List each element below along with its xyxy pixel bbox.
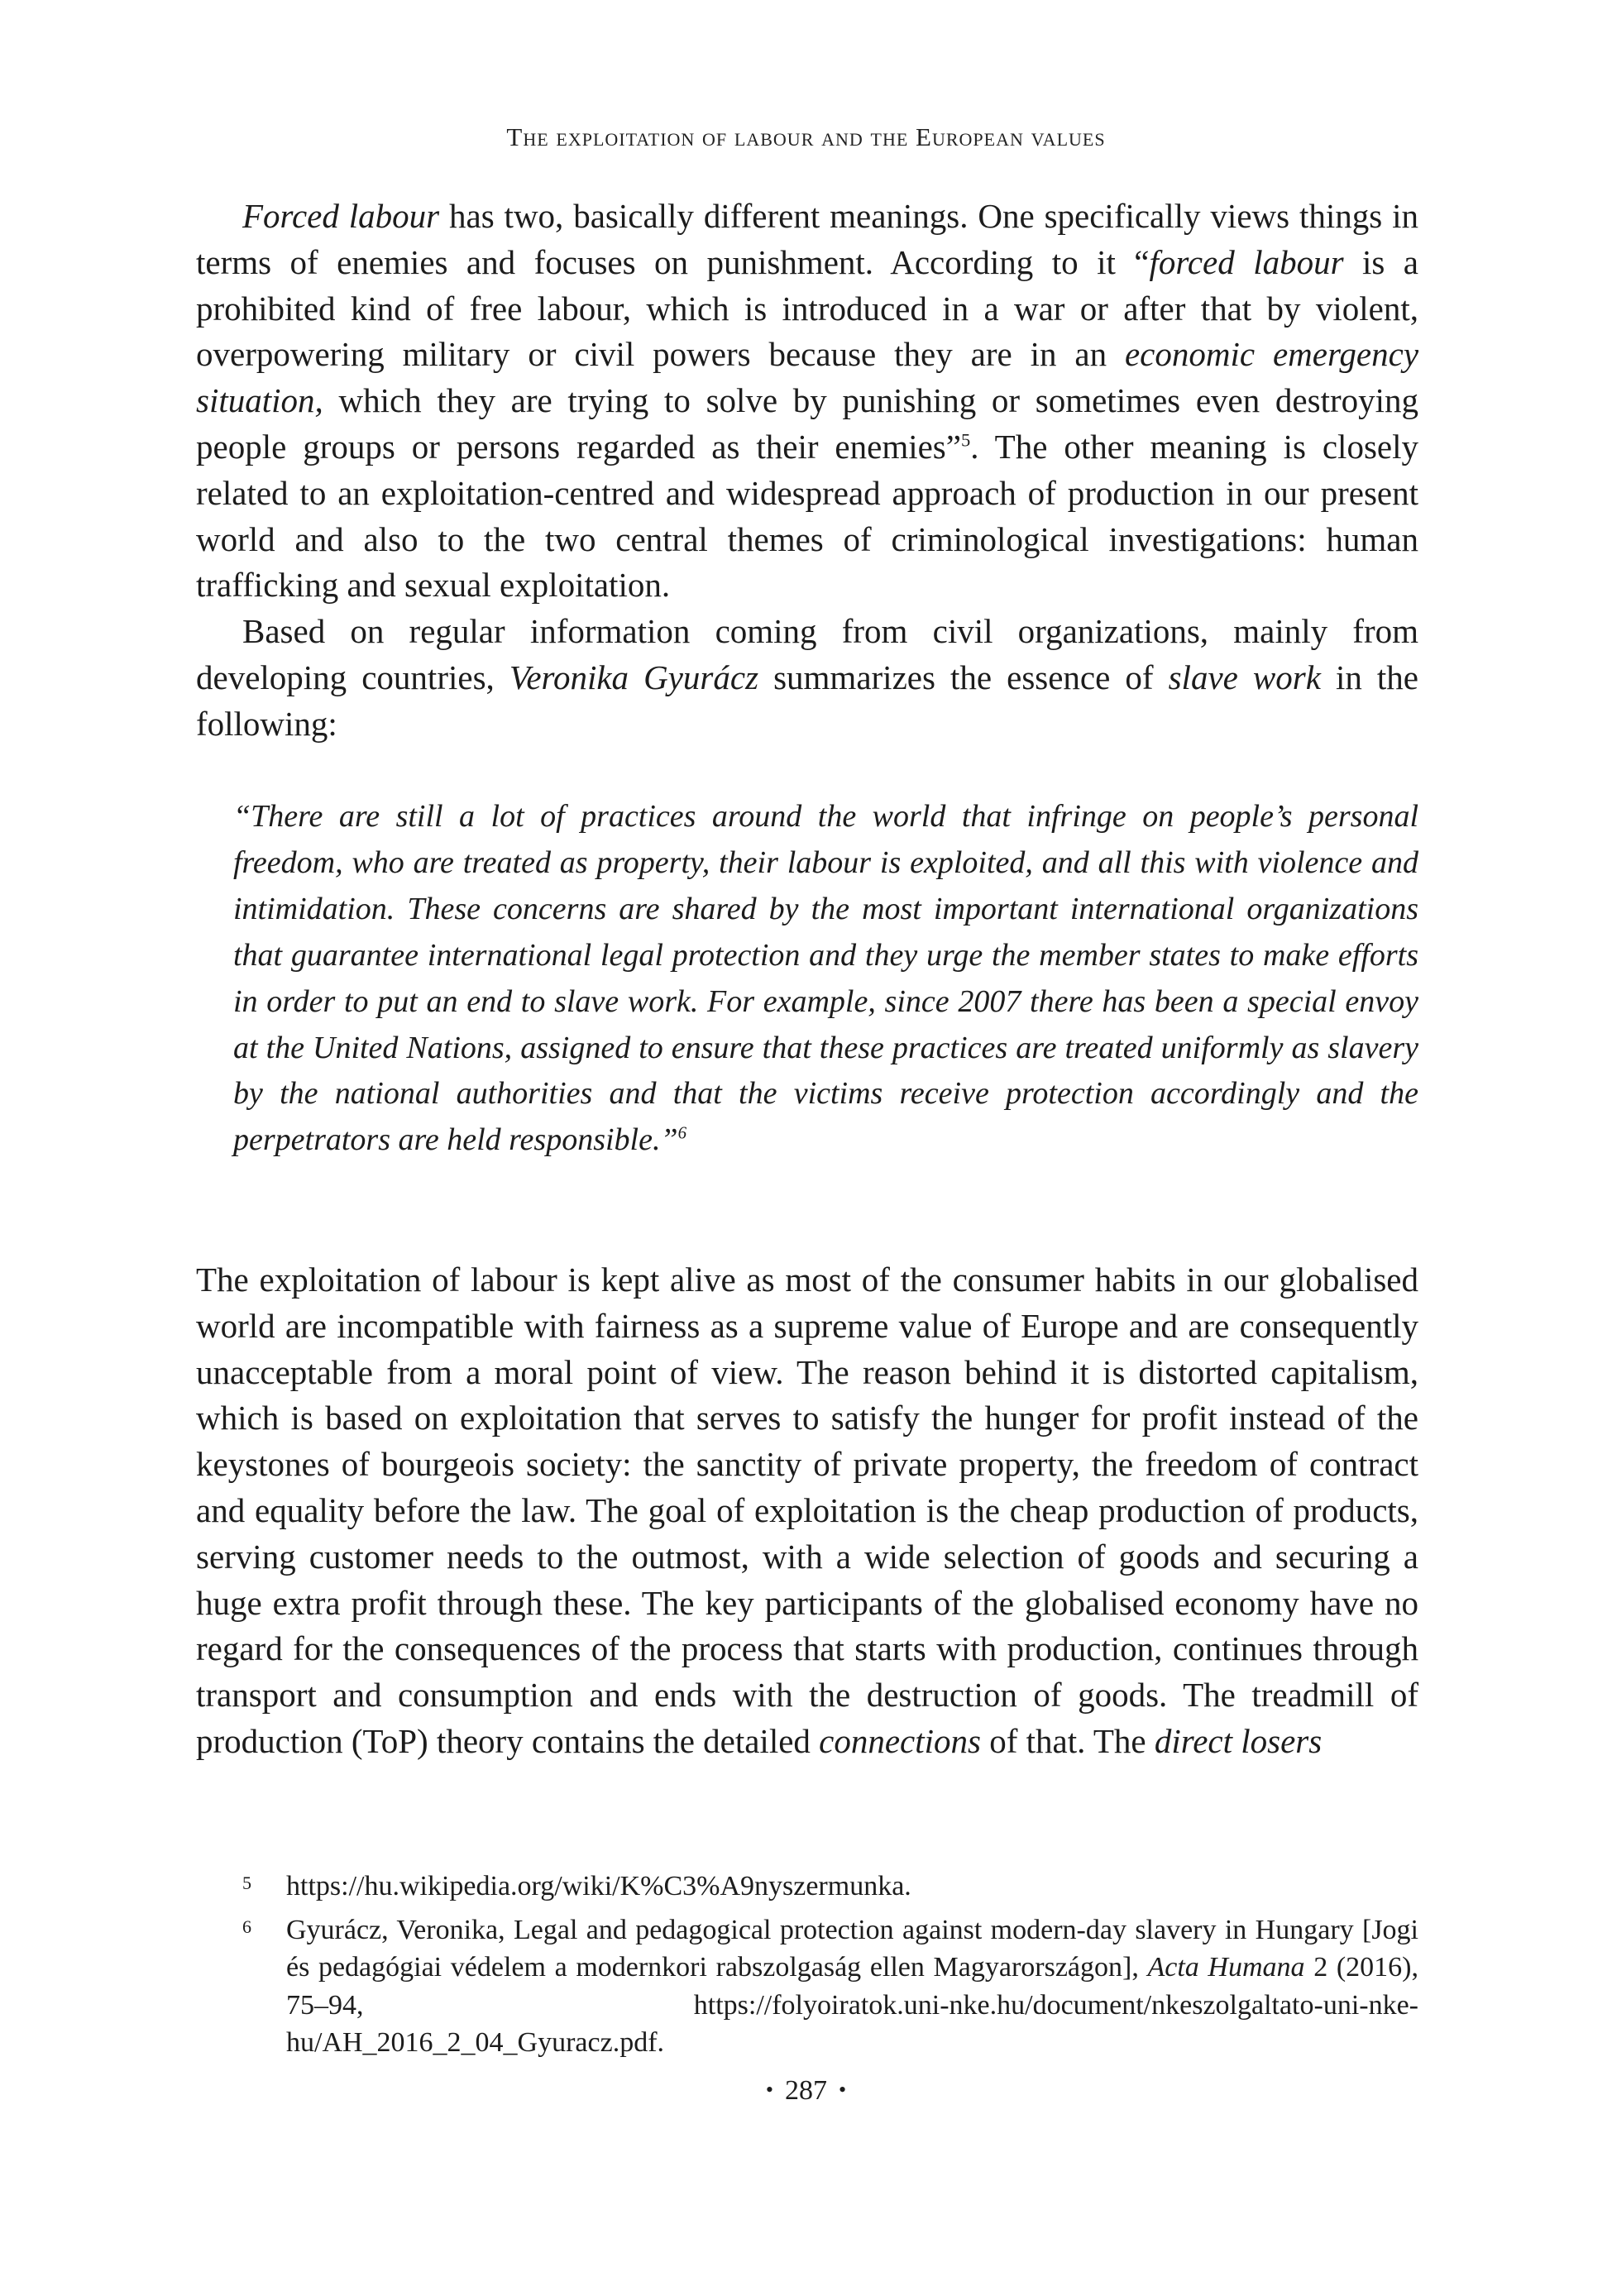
footnote-reference: 6	[677, 1122, 687, 1143]
emphasis-text: forced labour	[1149, 242, 1344, 281]
body-text-bottom	[196, 1257, 1418, 1765]
footnote-text: Gyurácz, Veronika, Legal and pedagogical protection against modern-day slavery in Hungary [Jogi és pedagógiai védelem a modernkori rabszolgaság ellen Magyarországon],	[286, 1914, 1418, 1983]
page-number-value: 287	[785, 2075, 827, 2106]
body-text: summarizes the essence of	[758, 658, 1169, 696]
footnote-number: 6	[242, 1916, 251, 1937]
body-text: Based on regular information coming from civil organizations, mainly from developing countries,	[196, 612, 1418, 696]
body-text-top	[196, 194, 1418, 748]
footnote-5	[196, 1868, 1418, 1906]
bullet-icon: •	[765, 2078, 773, 2102]
journal-title: Acta Humana	[1147, 1952, 1305, 1983]
author-name: Veronika Gyurácz	[509, 658, 759, 696]
footnote-reference: 5	[960, 429, 971, 451]
emphasis-text: connections	[819, 1721, 981, 1760]
body-text: . The other meaning is closely related to an exploitation-centred and widespread approach of production in our present world and also to the two central themes of criminological investigations: human trafficking and sexual exploitation.	[196, 427, 1418, 605]
footnote-number: 5	[242, 1873, 251, 1893]
body-text: of that. The	[981, 1721, 1155, 1760]
body-text: in the following:	[196, 658, 1418, 743]
running-head: The exploitation of labour and the European values	[506, 122, 1106, 151]
footnote-link[interactable]: https://hu.wikipedia.org/wiki/K%C3%A9nyszermunka.	[286, 1871, 911, 1901]
body-text: which they are trying to solve by punishing or sometimes even destroying people groups or persons regarded as their enemies”	[196, 381, 1418, 466]
footnotes	[196, 1868, 1418, 2062]
bullet-icon: •	[839, 2078, 847, 2102]
body-text: is a prohibited kind of free labour, which is introduced in a war or after that by violent, overpowering military or civil powers because they are in an	[196, 242, 1419, 374]
footnote-6	[196, 1911, 1418, 2062]
paragraph-forced-labour	[196, 194, 1418, 609]
body-text: has two, basically different meanings. One specifically views things in terms of enemies and focuses on punishment. According to it “	[196, 197, 1418, 281]
block-quote	[233, 794, 1418, 1164]
body-text: The exploitation of labour is kept alive as most of the consumer habits in our globalised world are incompatible with fairness as a supreme value of Europe and are consequently unacceptable from a moral point of view. The reason behind it is distorted capitalism, which is based on exploitation that serves to satisfy the hunger for profit instead of the keystones of bourgeois society: the sanctity of private property, the freedom of contract and equality before the law. The goal of exploitation is the cheap production of products, serving customer needs to the outmost, with a wide selection of goods and securing a huge extra profit through these. The key participants of the globalised economy have no regard for the consequences of the process that starts with production, continues through transport and consumption and ends with the destruction of goods. The treadmill of production (ToP) theory contains the detailed	[196, 1260, 1418, 1760]
paragraph-exploitation	[196, 1257, 1418, 1765]
emphasis-text: economic emergency situation,	[196, 335, 1419, 420]
emphasis-text: slave work	[1168, 658, 1321, 696]
footnote-text: 2 (2016), 75–94, https://folyoiratok.uni-nke.hu/document/nkeszolgaltato-uni-nke-hu/AH_2016_2_04_Gyuracz.pdf.	[286, 1952, 1418, 2058]
page-number	[0, 2075, 1612, 2107]
emphasis-text: Forced labour	[242, 197, 440, 235]
quote-text: “There are still a lot of practices around the world that infringe on people’s personal freedom, who are treated as property, their labour is exploited, and all this with violence and intimidation. These concerns are shared by the most important international organizations that guarantee international legal protection and they urge the member states to make efforts in order to put an end to slave work. For example, since 2007 there has been a special envoy at the United Nations, assigned to ensure that these practices are treated uniformly as slavery by the national authorities and that the victims receive protection accordingly and the perpetrators are held responsible.”	[233, 799, 1418, 1158]
emphasis-text: direct losers	[1154, 1721, 1323, 1760]
paragraph-slave-work-intro	[196, 609, 1418, 747]
